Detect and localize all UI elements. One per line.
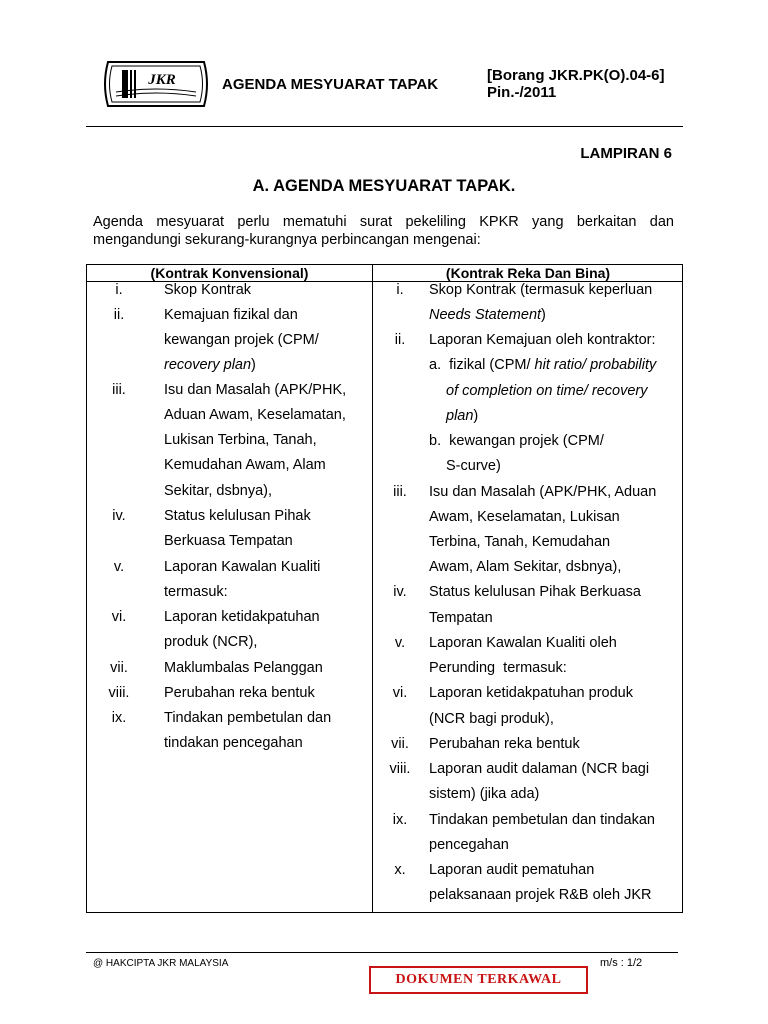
page-number: m/s : 1/2 [600, 957, 643, 969]
jkr-logo [100, 56, 212, 112]
table-row: vi. Laporan ketidakpatuhan [111, 609, 320, 625]
table-row: pencegahan [429, 837, 509, 853]
table-row: (NCR bagi produk), [429, 711, 554, 727]
table-row: x. Laporan audit pematuhan [394, 862, 595, 878]
header-title: AGENDA MESYUARAT TAPAK [222, 76, 439, 93]
table-row: produk (NCR), [164, 634, 258, 650]
table-row: plan) [446, 408, 479, 424]
form-reference [487, 67, 665, 101]
column-header-design-build: (Kontrak Reka Dan Bina) [445, 265, 611, 281]
table-row: Terbina, Tanah, Kemudahan [429, 534, 611, 550]
table-row: v. Laporan Kawalan Kualiti oleh [394, 635, 617, 651]
table-row: Lukisan Terbina, Tanah, [164, 432, 317, 448]
table-row: sistem) (jika ada) [429, 786, 540, 802]
table-row: ii. Laporan Kemajuan oleh kontraktor: [394, 332, 656, 348]
table-row: Kemudahan Awam, Alam [164, 457, 326, 473]
table-row: Awam, Alam Sekitar, dsbnya), [429, 559, 622, 575]
table-row: Sekitar, dsbnya), [164, 483, 272, 499]
header-divider [86, 126, 683, 127]
table-row: Aduan Awam, Keselamatan, [164, 407, 346, 423]
footer-divider [86, 952, 678, 953]
table-row: ii. Kemajuan fizikal dan [113, 307, 298, 323]
agenda-table [86, 264, 683, 913]
controlled-document-stamp: DOKUMEN TERKAWAL [369, 966, 588, 994]
page-title: A. AGENDA MESYUARAT TAPAK. [252, 177, 516, 195]
table-row: iii. Isu dan Masalah (APK/PHK, [112, 382, 347, 398]
table-row: termasuk: [164, 584, 228, 600]
svg-text:JKR: JKR [148, 72, 176, 88]
table-row: vii. Maklumbalas Pelanggan [110, 660, 323, 676]
table-row: iii. Isu dan Masalah (APK/PHK, Aduan [393, 484, 657, 500]
table-row: of completion on time/ recovery [446, 383, 648, 399]
table-row: recovery plan) [164, 357, 256, 373]
table-row: tindakan pencegahan [164, 735, 303, 751]
table-row: kewangan projek (CPM/ [164, 332, 319, 348]
table-row: Perunding termasuk: [429, 660, 567, 676]
copyright-text: @ HAKCIPTA JKR MALAYSIA [93, 958, 229, 969]
table-row: i. Skop Kontrak (termasuk keperluan [396, 282, 653, 298]
table-row: ix. Tindakan pembetulan dan [111, 710, 332, 726]
table-row: v. Laporan Kawalan Kualiti [113, 559, 321, 575]
attachment-label: LAMPIRAN 6 [580, 145, 672, 162]
table-row: b. kewangan projek (CPM/ [429, 433, 604, 449]
column-header-conventional: (Kontrak Konvensional) [150, 265, 309, 281]
table-row: pelaksanaan projek R&B oleh JKR [429, 887, 652, 903]
table-row: Berkuasa Tempatan [164, 533, 293, 549]
table-row: i. Skop Kontrak [115, 282, 252, 298]
table-row: viii. Perubahan reka bentuk [108, 685, 315, 701]
table-row: Needs Statement) [429, 307, 546, 323]
table-row: Tempatan [429, 610, 493, 626]
table-row: viii. Laporan audit dalaman (NCR bagi [389, 761, 650, 777]
table-row: a. fizikal (CPM/ hit ratio/ probability [429, 357, 657, 373]
table-row: vi. Laporan ketidakpatuhan produk [392, 685, 633, 701]
table-row: S-curve) [446, 458, 501, 474]
form-pin: Pin.-/2011 [487, 84, 557, 101]
table-row: vii. Perubahan reka bentuk [391, 736, 580, 752]
intro-paragraph: Agenda mesyuarat perlu mematuhi surat pekeliling KPKR yang berkaitan dan mengandungi sekurang-kurangnya perbincangan mengenai: [93, 214, 674, 248]
table-row: iv. Status kelulusan Pihak Berkuasa [393, 584, 641, 600]
table-row: iv. Status kelulusan Pihak [112, 508, 311, 524]
table-row: ix. Tindakan pembetulan dan tindakan [392, 812, 655, 828]
form-code: [Borang JKR.PK(O).04-6] [487, 67, 665, 84]
table-row: Awam, Keselamatan, Lukisan [429, 509, 620, 525]
